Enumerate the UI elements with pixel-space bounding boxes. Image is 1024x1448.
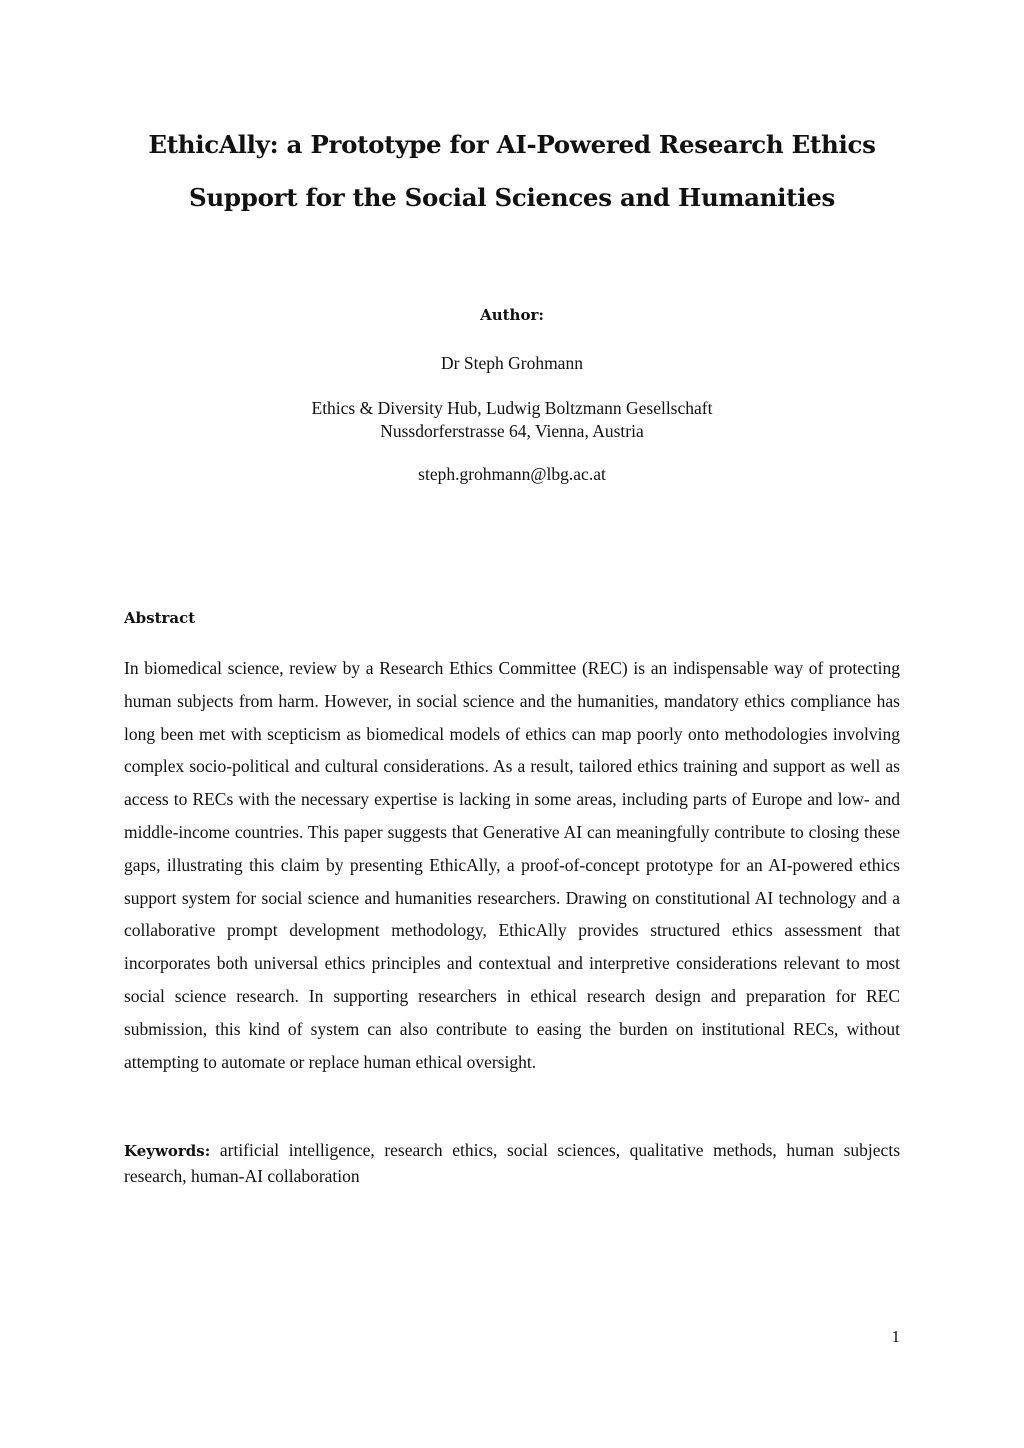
affiliation-line-2: Nussdorferstrasse 64, Vienna, Austria [380, 421, 644, 441]
abstract-body: In biomedical science, review by a Research Ethics Committee (REC) is an indispensable way of protecting human subjects from harm. However, in social science and the humanities, mandatory ethics compliance has long been met with scepticism as biomedical models of ethics can map poorly onto methodologies involving complex socio-political and cultural considerations. As a result, tailored ethics training and support as well as access to RECs with the necessary expertise is lacking in some areas, including parts of Europe and low- and middle-income countries. This paper suggests that Generative AI can meaningfully contribute to closing these gaps, illustrating this claim by presenting EthicAlly, a proof-of-concept prototype for an AI-powered ethics support system for social science and humanities researchers. Drawing on constitutional AI technology and a collaborative prompt development methodology, EthicAlly provides structured ethics assessment that incorporates both universal ethics principles and contextual and interpretive considerations relevant to most social science research. In supporting researchers in ethical research design and preparation for REC submission, this kind of system can also contribute to easing the burden on institutional RECs, without attempting to automate or replace human ethical oversight. [124, 658, 900, 1072]
keywords-label: Keywords: [124, 1142, 211, 1160]
author-affiliation [0, 397, 1024, 443]
title-line-2: Support for the Social Sciences and Humanities [189, 183, 835, 212]
title-line-1: EthicAlly: a Prototype for AI-Powered Research Ethics [148, 130, 876, 159]
author-label: Author: [480, 306, 544, 324]
paper-title [120, 118, 904, 224]
author-name: Dr Steph Grohmann [441, 353, 583, 373]
page-number: 1 [891, 1327, 900, 1346]
keywords-text: artificial intelligence, research ethics, social sciences, qualitative methods, human subjects research, human-AI collaboration [124, 1140, 900, 1186]
abstract-heading: Abstract [124, 609, 196, 627]
keywords [124, 1138, 900, 1189]
author-email: steph.grohmann@lbg.ac.at [418, 464, 606, 484]
affiliation-line-1: Ethics & Diversity Hub, Ludwig Boltzmann Gesellschaft [311, 398, 713, 418]
